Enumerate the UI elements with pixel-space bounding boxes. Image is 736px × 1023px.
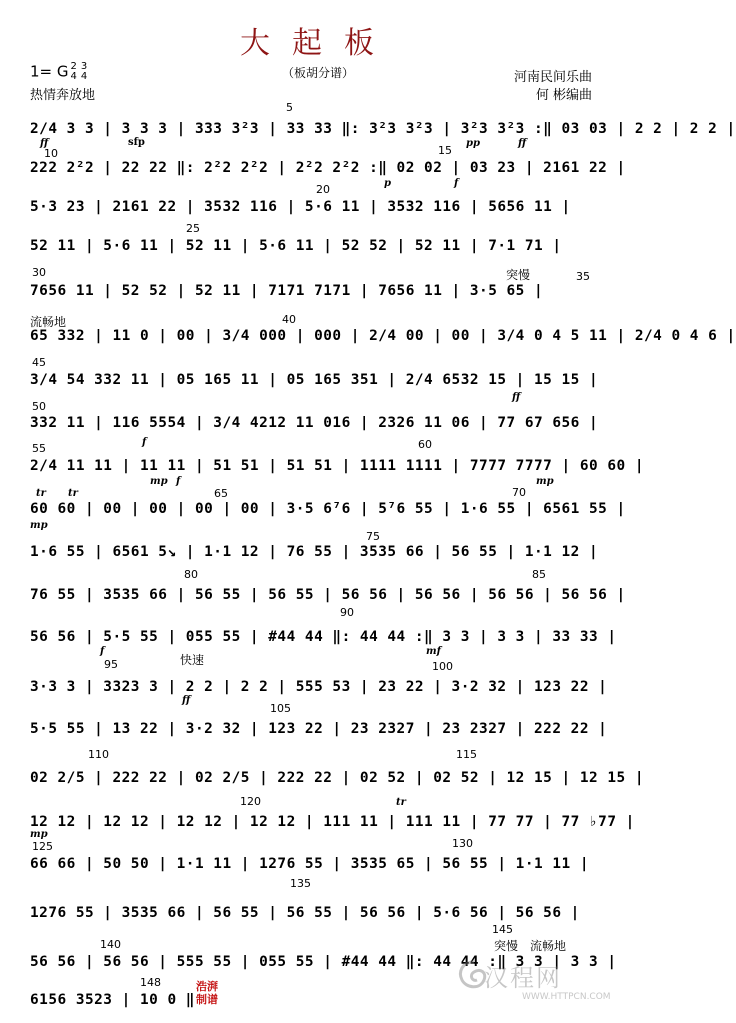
- time-signature-1: 2 4: [70, 61, 77, 82]
- staff-line-4: 52 11 | 5·6 11 | 52 11 | 5·6 11 | 52 52 | 52 11 | 7·1 71 |: [30, 238, 562, 254]
- origin-credit: 河南民间乐曲: [513, 70, 592, 85]
- measure-number: 65: [214, 487, 228, 500]
- measure-number: 80: [184, 568, 198, 581]
- tempo-mark: 突慢: [506, 268, 531, 282]
- staff-line-19: 1276 55 | 3535 66 | 56 55 | 56 55 | 56 56 | 5·6 56 | 56 56 |: [30, 905, 580, 921]
- measure-number: 145: [492, 923, 513, 936]
- dynamic-mark: f: [176, 476, 181, 487]
- measure-number: 25: [186, 222, 200, 235]
- tempo-mark: 流畅地: [30, 315, 67, 329]
- arranger-credit: 何 彬编曲: [535, 88, 592, 103]
- dynamic-mark: ff: [40, 138, 49, 149]
- dynamic-mark: f: [142, 437, 147, 448]
- measure-number: 40: [282, 313, 296, 326]
- dynamic-mark: p: [384, 178, 391, 189]
- stamp-text: 浩湃 制谱: [196, 980, 218, 1006]
- dynamic-mark: mp: [30, 520, 48, 531]
- site-watermark: [454, 956, 626, 1014]
- part-subtitle: （板胡分谱）: [281, 66, 354, 80]
- staff-line-1: 2/4 3 3 | 3 3 3 | 333 3²3 | 33 33 ‖: 3²3 3²3 | 3²3 3²3 :‖ 03 03 | 2 2 | 2 2 |: [30, 121, 736, 137]
- dynamic-mark: tr: [36, 488, 46, 499]
- measure-number: 135: [290, 877, 311, 890]
- measure-number: 50: [32, 400, 46, 413]
- dynamic-mark: tr: [396, 797, 406, 808]
- measure-number: 55: [32, 442, 46, 455]
- watermark-url: WWW.HTTPCN.COM: [522, 992, 611, 1002]
- staff-line-16: 02 2/5 | 222 22 | 02 2/5 | 222 22 | 02 52 | 02 52 | 12 15 | 12 15 |: [30, 770, 644, 786]
- measure-number: 15: [438, 144, 452, 157]
- staff-line-15: 5·5 55 | 13 22 | 3·2 32 | 123 22 | 23 2327 | 23 2327 | 222 22 |: [30, 721, 608, 737]
- measure-number: 100: [432, 660, 453, 673]
- measure-number: 130: [452, 837, 473, 850]
- tempo-mark: 突慢: [494, 939, 519, 953]
- page-title: 大起板: [240, 26, 396, 61]
- measure-number: 95: [104, 658, 118, 671]
- measure-number: 60: [418, 438, 432, 451]
- staff-line-18: 66 66 | 50 50 | 1·1 11 | 1276 55 | 3535 65 | 56 55 | 1·1 11 |: [30, 856, 589, 872]
- dynamic-mark: ff: [512, 392, 521, 403]
- staff-line-8: 332 11 | 116 5554 | 3/4 4212 11 016 | 2326 11 06 | 77 67 656 |: [30, 415, 599, 431]
- staff-line-14: 3·3 3 | 3323 3 | 2 2 | 2 2 | 555 53 | 23 22 | 3·2 32 | 123 22 |: [30, 679, 608, 695]
- staff-line-3: 5·3 23 | 2161 22 | 3532 116 | 5·6 11 | 3532 116 | 5656 11 |: [30, 199, 571, 215]
- staff-line-10: 60 60 | 00 | 00 | 00 | 00 | 3·5 6⁷6 | 5⁷6 55 | 1·6 55 | 6561 55 |: [30, 501, 626, 517]
- key-label: 1= G: [30, 62, 69, 81]
- measure-number: 5: [286, 101, 293, 114]
- measure-number: 105: [270, 702, 291, 715]
- dynamic-mark: pp: [466, 138, 480, 149]
- tempo-mark: 快速: [180, 653, 205, 667]
- measure-number: 140: [100, 938, 121, 951]
- dynamic-mark: mp: [536, 476, 554, 487]
- measure-number: 125: [32, 840, 53, 853]
- measure-number: 85: [532, 568, 546, 581]
- staff-line-2: 222 2²2 | 22 22 ‖: 2²2 2²2 | 2²2 2²2 :‖ 02 02 | 03 23 | 2161 22 |: [30, 160, 626, 176]
- dynamic-mark: mp: [30, 829, 48, 840]
- staff-line-9: 2/4 11 11 | 11 11 | 51 51 | 51 51 | 1111 1111 | 7777 7777 | 60 60 |: [30, 458, 644, 474]
- dynamic-mark: ff: [182, 695, 191, 706]
- measure-number: 120: [240, 795, 261, 808]
- measure-number: 35: [576, 270, 590, 283]
- dynamic-mark: f: [100, 646, 105, 657]
- transcriber-stamp: [196, 980, 218, 1006]
- staff-line-20: 56 56 | 56 56 | 555 55 | 055 55 | #44 44 ‖: 44 44 :‖ 3 3 | 3 3 |: [30, 954, 617, 970]
- measure-number: 75: [366, 530, 380, 543]
- dynamic-mark: mf: [426, 646, 441, 657]
- watermark-text: 汉程网: [484, 964, 562, 992]
- staff-line-17: 12 12 | 12 12 | 12 12 | 12 12 | 111 11 | 111 11 | 77 77 | 77 ♭77 |: [30, 814, 635, 830]
- measure-number: 20: [316, 183, 330, 196]
- staff-line-21: 6156 3523 | 10 0 ‖: [30, 992, 195, 1008]
- measure-number: 110: [88, 748, 109, 761]
- measure-number: 90: [340, 606, 354, 619]
- measure-number: 70: [512, 486, 526, 499]
- dynamic-mark: sfp: [128, 137, 145, 148]
- staff-line-5: 7656 11 | 52 52 | 52 11 | 7171 7171 | 7656 11 | 3·5 65 |: [30, 283, 544, 299]
- measure-number: 30: [32, 266, 46, 279]
- tempo-mark: 流畅地: [530, 939, 567, 953]
- dynamic-mark: ff: [518, 138, 527, 149]
- expression-mark: 热情奔放地: [30, 88, 96, 103]
- dynamic-mark: tr: [68, 488, 78, 499]
- measure-number: 10: [44, 147, 58, 160]
- measure-number: 115: [456, 748, 477, 761]
- time-signature-2: 3 4: [80, 61, 88, 82]
- dynamic-mark: f: [454, 178, 459, 189]
- staff-line-11: 1·6 55 | 6561 5↘ | 1·1 12 | 76 55 | 3535 66 | 56 55 | 1·1 12 |: [30, 544, 599, 560]
- dynamic-mark: mp: [150, 476, 168, 487]
- measure-number: 45: [32, 356, 46, 369]
- key-signature: [30, 62, 87, 82]
- staff-line-7: 3/4 54 332 11 | 05 165 11 | 05 165 351 | 2/4 6532 15 | 15 15 |: [30, 372, 599, 388]
- measure-number: 148: [140, 976, 161, 989]
- staff-line-12: 76 55 | 3535 66 | 56 55 | 56 55 | 56 56 | 56 56 | 56 56 | 56 56 |: [30, 587, 626, 603]
- staff-line-13: 56 56 | 5·5 55 | 055 55 | #44 44 ‖: 44 44 :‖ 3 3 | 3 3 | 33 33 |: [30, 629, 617, 645]
- staff-line-6: 65 332 | 11 0 | 00 | 3/4 000 | 000 | 2/4 00 | 00 | 3/4 0 4 5 11 | 2/4 0 4 6 |: [30, 328, 736, 344]
